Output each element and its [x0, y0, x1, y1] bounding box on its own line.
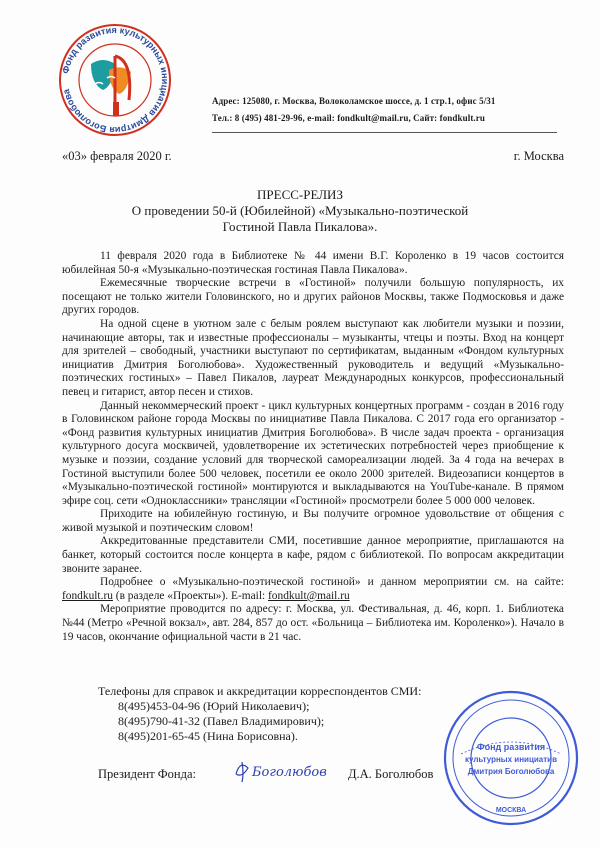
press-release-body [62, 250, 564, 644]
paragraph-invitation: Приходите на юбилейную гостиную, и Вы получите огромное удовольствие от общения с живой музыкой и поэтическим словом! [62, 508, 564, 534]
stamp-city: МОСКВА [495, 807, 527, 814]
phones-block [98, 684, 421, 744]
details-text: Подробнее о «Музыкально-поэтической гостиной» и данном мероприятии см. на сайте: [100, 576, 564, 589]
paragraph-popularity: Ежемесячные творческие встречи в «Гостиной» получили большую популярность, их посещают не только жители Головинского, но и других районов Москвы, также Подмосковья и даже других городов. [62, 277, 564, 317]
paragraph-venue: Мероприятие проводится по адресу: г. Москва, ул. Фестивальная, д. 46, корп. 1. Библиотека №44 (Метро «Речной вокзал», авт. 284, 857 до ост. «Больница – Библиотека им. Короленко»). Начало в 19 часов, окончание официальной части в 21 час. [62, 603, 564, 643]
email-link[interactable]: fondkult@mail.ru [268, 589, 350, 602]
president-name: Д.А. Боголюбов [348, 767, 434, 781]
header-divider [212, 132, 557, 133]
title-press-release: ПРЕСС-РЕЛИЗ [257, 187, 343, 202]
header-address: Адрес: 125080, г. Москва, Волоколамское шоссе, д. 1 стр.1, офис 5/31 [212, 96, 496, 106]
foundation-logo [55, 20, 175, 140]
details-mid: (в разделе «Проекты»). E-mail: [112, 589, 269, 602]
paragraph-stage: На одной сцене в уютном зале с белым роялем выступают как любители музыки и поэзии, начинающие авторы, так и известные профессионалы – музыканты, чтецы и поэты. Вход на концерт для зрителей – свободный, участники выступают по сертификатам, выданным «Фондом культурных инициатив Дмитрия Боголюбова». Художественный руководитель и ведущий «Музыкально-поэтических гостиных» – Павел Пикалов, лауреат Международных конкурсов, профессиональный певец и гитарист, автор песен и стихов. [62, 317, 564, 398]
phone-item: 8(495)201-65-45 (Нина Борисовна). [118, 729, 298, 743]
paragraph-announcement: 11 февраля 2020 года в Библиотеке № 44 имени В.Г. Короленко в 19 часов состоится юбилейная 50-я «Музыкально-поэтическая гостиная Павла Пикалова». [62, 250, 564, 276]
title-subject-line1: О проведении 50-й (Юбилейной) «Музыкально-поэтической [131, 203, 469, 218]
document-date: «03» февраля 2020 г. [62, 149, 172, 163]
paragraph-media: Аккредитованные представители СМИ, посетившие данное мероприятие, приглашаются на банкет, который состоится после концерта в кафе, рядом с библиотекой. По вопросам аккредитации звоните заранее. [62, 535, 564, 575]
document-city: г. Москва [513, 149, 564, 163]
header-contacts: Тел.: 8 (495) 481-29-96, e-mail: fondkult@mail.ru, Сайт: fondkult.ru [212, 113, 485, 123]
stamp-line1: Фонд развития [476, 742, 546, 752]
paragraph-project: Данный некоммерческий проект - цикл культурных концертных программ - создан в 2016 году в Головинском районе города Москвы по инициативе Павла Пикалова. С 2017 года его организатор - «Фонд развития культурных инициатив Дмитрия Боголюбова». В числе задач проекта - организация культурного досуга москвичей, удовлетворение их эстетических потребностей через приобщение к музыке и поэзии, создание условий для творческой самореализации людей. За 4 года на вечерах в Гостиной выступили более 500 человек, посетили ее около 2000 зрителей. Видеозаписи концертов в «Музыкально-поэтической гостиной» монтируются и выкладываются на YouTube-канале. В прямом эфире соц. сети «Одноклассники» трансляции «Гостиной» просмотрели более 5 000 000 человек. [62, 399, 564, 507]
phones-heading: Телефоны для справок и аккредитации корреспондентов СМИ: [98, 684, 422, 698]
title-subject-line2: Гостиной Павла Пикалова». [222, 219, 378, 234]
stamp-line2: культурных инициатив [464, 755, 558, 764]
phone-item: 8(495)790-41-32 (Павел Владимирович); [118, 714, 325, 728]
handwritten-signature [228, 756, 338, 786]
president-title: Президент Фонда: [98, 767, 196, 781]
logo-ring-text: Фонд развития культурных инициатив Дмитрия Боголюбова [60, 24, 171, 136]
official-stamp [441, 688, 581, 828]
signature-text: Боголюбов [252, 765, 327, 780]
paragraph-details [62, 576, 564, 603]
phone-item: 8(495)453-04-96 (Юрий Николаевич); [118, 699, 310, 713]
site-link[interactable]: fondkult.ru [62, 589, 113, 602]
stamp-line3: Дмитрия Боголюбова [467, 767, 555, 776]
